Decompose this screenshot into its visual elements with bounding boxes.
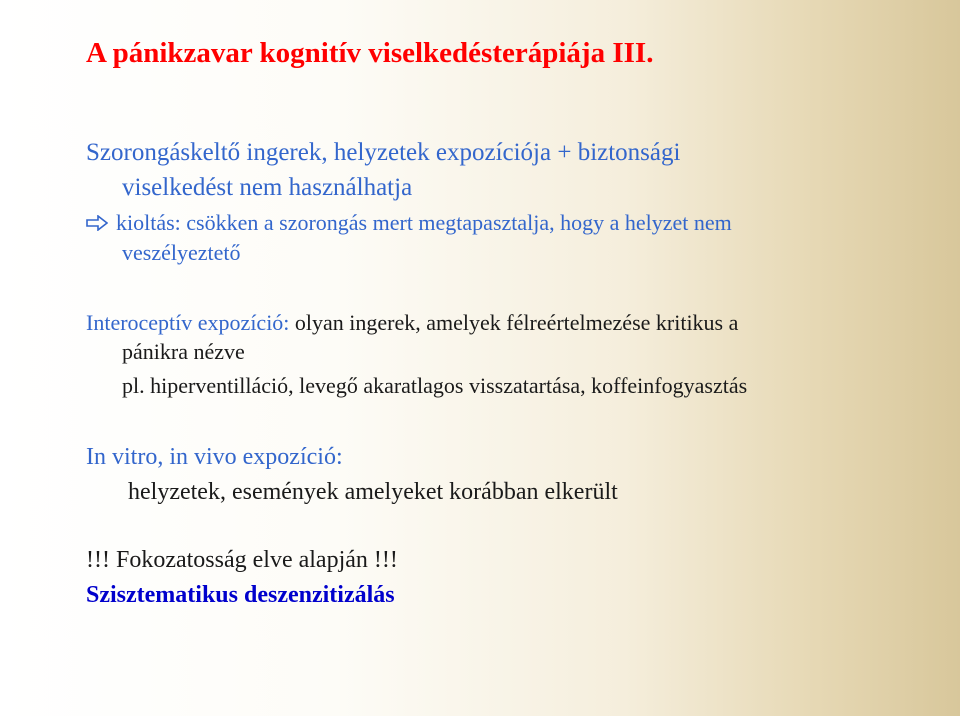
extinction-line-2: veszélyeztető <box>122 240 241 265</box>
invitro-colon: : <box>335 444 343 470</box>
invitro-label: In vitro, in vivo expozíció <box>86 444 336 470</box>
invitro-heading <box>86 444 343 470</box>
exposure-line-2: viselkedést nem használhatja <box>122 174 413 201</box>
invitro-text: helyzetek, események amelyeket korábban elkerült <box>128 479 618 505</box>
interoceptive-label: Interoceptív expozíció: <box>86 310 290 335</box>
slide-title: A pánikzavar kognitív viselkedésterápiája III. <box>86 37 654 69</box>
interoceptive-line-1 <box>86 311 738 335</box>
interoceptive-line-2: pánikra nézve <box>122 339 245 364</box>
extinction-text-1: kioltás: csökken a szorongás mert megtapasztalja, hogy a helyzet nem <box>116 210 732 235</box>
interoceptive-example: pl. hiperventilláció, levegő akaratlagos visszatartása, koffeinfogyasztás <box>122 373 748 398</box>
hollow-right-arrow-icon <box>86 215 108 231</box>
interoceptive-text-1: olyan ingerek, amelyek félreértelmezése kritikus a <box>289 310 739 335</box>
exposure-line-1: Szorongáskeltő ingerek, helyzetek expozíciója + biztonsági <box>86 139 681 166</box>
extinction-line-1 <box>86 211 732 235</box>
gradual-principle: !!! Fokozatosság elve alapján !!! <box>86 547 398 573</box>
method-name: Szisztematikus deszenzitizálás <box>86 582 395 608</box>
